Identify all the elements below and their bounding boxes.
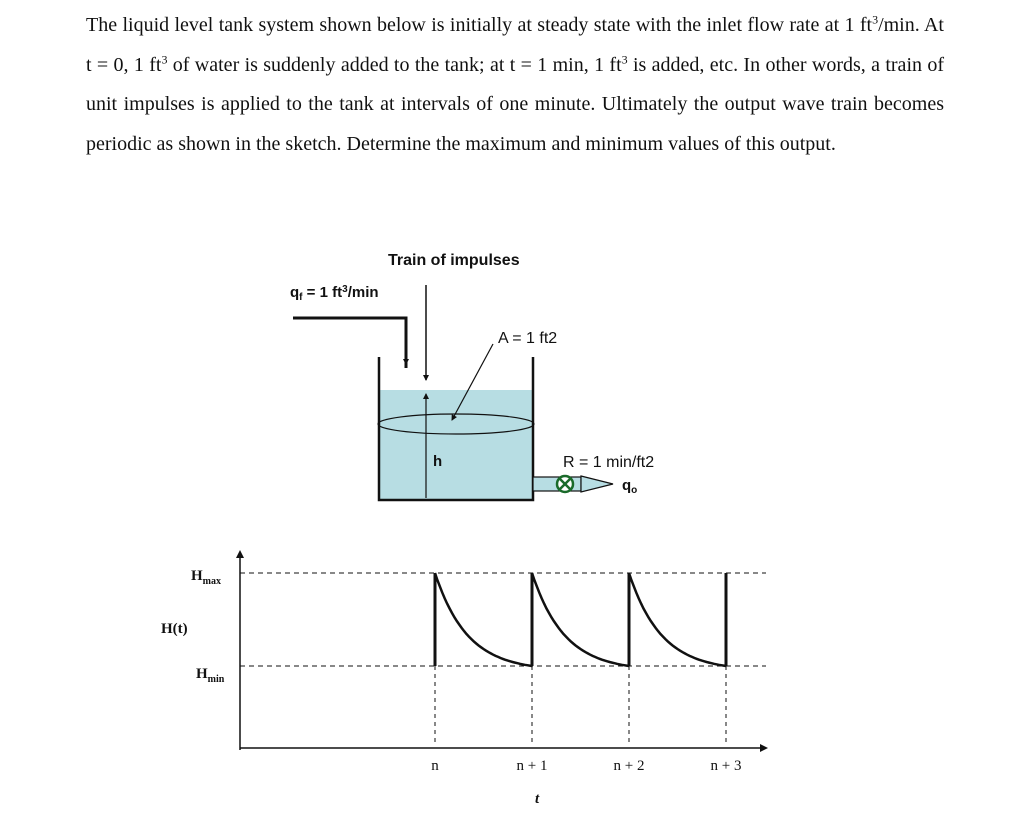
hmin-label: $H_{min}$ <box>196 666 225 685</box>
resistance-label: R = 1 min/ft2 <box>563 454 655 471</box>
x-axis-label: t <box>535 791 540 807</box>
x-tick-label: n + 2 <box>613 758 645 774</box>
level-label: h <box>433 453 443 470</box>
x-tick-label: n <box>431 758 439 774</box>
water <box>379 390 533 500</box>
hmax-label: $H_{max}$ <box>191 568 222 587</box>
outlet-flow-label: $q_o$ <box>622 477 638 496</box>
y-axis-label: H(t) <box>161 621 188 637</box>
output-chart <box>161 552 766 807</box>
x-tick-label: n + 1 <box>516 758 548 774</box>
inlet-pipe <box>293 318 406 368</box>
decay-curve <box>435 573 532 666</box>
diagram-title: Train of impulses <box>388 252 520 269</box>
valve-icon <box>557 476 573 492</box>
decay-curve <box>629 573 726 666</box>
decay-curve <box>532 573 629 666</box>
problem-text: The liquid level tank system shown below is initially at steady state with the inlet flow rate at 1 $ft^3/\min$. At t = 0, 1 $ft^3$ of water is suddenly added to the tank; at t = 1 min, 1 $ft^3$ is added, etc. In other words, a train of unit impulses is applied to the tank at intervals of one minute. Ultimately the output wave train becomes periodic as shown in the sketch. Determine the maximum and minimum values of this output. <box>86 12 945 155</box>
inlet-flow-label: $q_f = 1$ $ft^3/\min$ <box>290 284 379 303</box>
x-tick-label: n + 3 <box>710 758 742 774</box>
outlet-arrow <box>581 476 613 492</box>
area-label: A = 1 ft2 <box>498 330 558 347</box>
tank-diagram <box>290 252 654 500</box>
